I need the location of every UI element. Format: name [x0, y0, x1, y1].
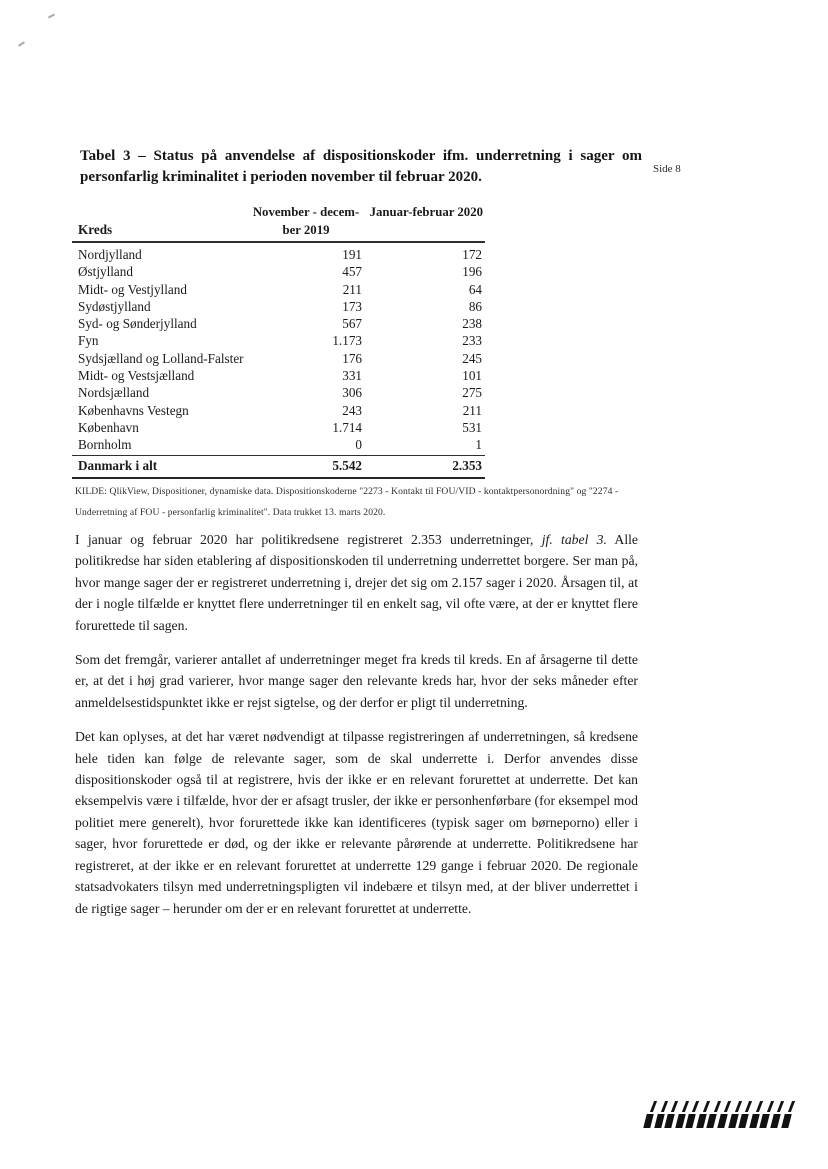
table-row — [72, 263, 485, 280]
cell-jan-feb-2020: 172 — [462, 247, 482, 262]
registration-marks-thick-row — [645, 1114, 800, 1128]
cell-jan-feb-2020: 275 — [462, 385, 482, 401]
table-row — [72, 332, 485, 349]
table-row — [72, 281, 485, 298]
table-row — [72, 419, 485, 436]
cell-kreds: Østjylland — [78, 264, 133, 280]
cell-nov-dec-2019: 0 — [355, 437, 362, 453]
cell-kreds: Sydøstjylland — [78, 298, 151, 314]
table-body — [72, 243, 485, 454]
cell-kreds: Bornholm — [78, 437, 132, 453]
cell-nov-dec-2019: 567 — [342, 316, 362, 332]
table-reference: jf. tabel 3. — [541, 532, 607, 547]
cell-kreds: Syd- og Sønderjylland — [78, 316, 197, 332]
cell-nov-dec-2019: 331 — [342, 368, 362, 384]
cell-kreds: Københavns Vestegn — [78, 402, 189, 418]
table-header-row — [72, 203, 485, 243]
total-value-jan-feb: 2.353 — [452, 457, 482, 473]
column-header-kreds: Kreds — [78, 222, 113, 237]
cell-jan-feb-2020: 211 — [462, 402, 482, 418]
scan-artifact — [18, 41, 25, 46]
cell-kreds: Sydsjælland og Lolland-Falster — [78, 350, 244, 366]
cell-nov-dec-2019: 191 — [342, 247, 362, 262]
registration-marks — [645, 1101, 800, 1128]
table-row — [72, 384, 485, 401]
cell-jan-feb-2020: 64 — [468, 281, 482, 297]
table-row — [72, 298, 485, 315]
cell-nov-dec-2019: 306 — [342, 385, 362, 401]
cell-kreds: Fyn — [78, 333, 99, 349]
scan-artifact — [48, 13, 55, 18]
cell-jan-feb-2020: 238 — [462, 316, 482, 332]
paragraph-1: I januar og februar 2020 har politikredsene registreret 2.353 underretninger, jf. tabel 3. Alle politikredse har siden etablering af dispositionskoden til underretning underrettet borgere. Ser man på, hvor mange sager der er registreret underretning i, drejer det sig om 2.157 sager i 2020. Årsagen til, at der i nogle tilfælde er knyttet flere underretninger til en enkelt sag, vil ofte være, at der er knyttet flere forurettede til sagen. — [75, 532, 638, 633]
body-text — [75, 529, 638, 932]
cell-nov-dec-2019: 1.173 — [332, 333, 362, 349]
cell-kreds: Midt- og Vestsjælland — [78, 368, 195, 384]
table-total-row — [72, 455, 485, 479]
total-value-nov-dec: 5.542 — [332, 457, 362, 473]
cell-jan-feb-2020: 196 — [462, 264, 482, 280]
column-header-nov-dec-2019: November - decem- ber 2019 — [252, 205, 360, 237]
cell-kreds: Midt- og Vestjylland — [78, 281, 187, 297]
column-header-jan-feb-2020: Januar-februar 2020 — [369, 205, 483, 219]
cell-nov-dec-2019: 1.714 — [332, 419, 362, 435]
paragraph-2: Som det fremgår, varierer antallet af underretninger meget fra kreds til kreds. En af årsagerne til dette er, at det i høj grad varierer, hvor mange sager den relevante kreds har, hvor der seks måneder efter anmeldelsestidspunktet ikke er rejst sigtelse, og der derfor er pligt til underretning. — [75, 652, 638, 710]
data-table — [72, 203, 485, 479]
cell-nov-dec-2019: 243 — [342, 402, 362, 418]
cell-jan-feb-2020: 233 — [462, 333, 482, 349]
page-number: Side 8 — [653, 163, 681, 175]
total-label: Danmark i alt — [78, 457, 158, 473]
table-row — [72, 315, 485, 332]
paragraph-3: Det kan oplyses, at det har været nødvendigt at tilpasse registreringen af underretningen, så kredsene hele tiden kan følge de relevante sager, som de skal underrette i. Derfor anvendes disse dispositionskoder også til at registrere, hvis der ikke er en relevant forurettet at underrette. Det kan eksempelvis være i tilfælde, hvor der er afsagt trusler, der ikke er personhenførbare (for eksempel mod politiet mere generelt), hvor forurettede ikke kan identificeres (typisk sager om børneporno) eller i sager, hvor forurettede er død, og der ikke er relevante pårørende at underrette. Politikredsene har registreret, at der ikke er en relevant forurettet at underrette 129 gange i februar 2020. De regionale statsadvokaters tilsyn med underretningspligten vil indebære et tilsyn med, at der bliver underrettet i de rigtige sager – herunder om der er en relevant forurettet at underrette. — [75, 729, 638, 916]
cell-jan-feb-2020: 531 — [462, 419, 482, 435]
cell-jan-feb-2020: 101 — [462, 368, 482, 384]
table-row — [72, 402, 485, 419]
registration-marks-thin-row — [652, 1101, 800, 1112]
table-row — [72, 350, 485, 367]
table-row — [72, 246, 485, 263]
cell-kreds: Nordjylland — [78, 247, 142, 262]
cell-jan-feb-2020: 1 — [475, 437, 482, 453]
table-row — [72, 367, 485, 384]
cell-jan-feb-2020: 86 — [468, 298, 482, 314]
cell-nov-dec-2019: 457 — [342, 264, 362, 280]
cell-nov-dec-2019: 211 — [342, 281, 362, 297]
cell-nov-dec-2019: 173 — [342, 298, 362, 314]
cell-nov-dec-2019: 176 — [342, 350, 362, 366]
cell-kreds: København — [78, 419, 139, 435]
table-source-note: KILDE: QlikView, Dispositioner, dynamiske data. Dispositionskoderne "2273 - Kontakt til FOU/VID - kontaktpersonordning" og "2274 - Underretning af FOU - personfarlig kriminalitet". Data trukket 13. marts 2020. — [75, 486, 619, 518]
cell-jan-feb-2020: 245 — [462, 350, 482, 366]
table-row — [72, 436, 485, 453]
table-title: Tabel 3 – Status på anvendelse af dispositionskoder ifm. underretning i sager om personfarlig kriminalitet i perioden november til februar 2020. — [80, 148, 642, 185]
cell-kreds: Nordsjælland — [78, 385, 150, 401]
